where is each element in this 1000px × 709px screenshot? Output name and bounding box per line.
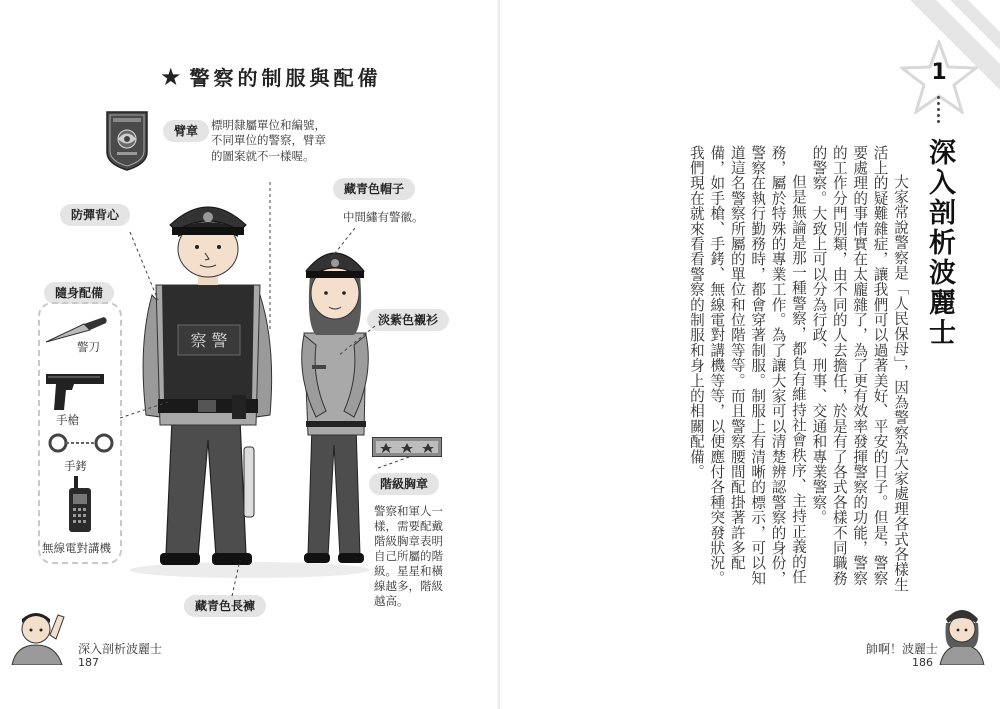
armband-label: 臂章 [163, 120, 209, 142]
vest-label: 防彈背心 [60, 204, 130, 226]
arm-patch-icon [103, 108, 151, 172]
paragraph: 大家常說警察是「人民保母」，因為警察為大家處理各式各樣生活上的疑難雜症，讓我們可以過著美好、平安的日子。但是，警察要處理的事情實在太龐雜了，為了更有效率發揮警察的功能，警察的工作分門別類，由不同的人去擔任，於是有了各式各樣不同職務的警察。大致上可以分為行政、刑事、交通和專業警察。 [810, 145, 909, 593]
handgun-icon [44, 370, 108, 412]
chapter-title: 深入剖析波麗士 [924, 138, 955, 348]
rank-note: 警察和軍人一 樣，需要配戴 階級胸章表明 自己所屬的階 級。星星和橫 線越多，階級 越高。 [374, 504, 443, 608]
page-number: 187 [78, 656, 99, 669]
handcuffs-icon [46, 432, 116, 454]
paragraph: 但是無論是那一種警察，都負有維持社會秩序、主持正義的任務，屬於特殊的專業工作。為了讓大家可以清楚辨認警察的身份，警察在執行勤務時，都會穿著制服。制服上有清晰的標示，可以知道這名警察所屬的單位和位階等等。而且警察腰間配掛著許多配備，如手槍、手銬、無線電對講機等等，以便應付各種突發狀況。我們現在就來看看警察的制服和身上的相關配備。 [687, 145, 807, 586]
page-title: 警察的制服與配備 [189, 66, 382, 90]
footer-title: 深入剖析波麗士 [78, 642, 163, 656]
illustration-title [160, 62, 382, 91]
footer-policewoman-icon [936, 603, 988, 665]
cap-label: 藏青色帽子 [333, 178, 415, 200]
equipment-item-gun: 手槍 [56, 413, 79, 427]
equipment-item-radio: 無線電對講機 [42, 541, 111, 555]
equipment-item-handcuffs: 手銬 [64, 459, 87, 473]
trousers-label: 藏青色長褲 [184, 595, 266, 617]
footer-title: 帥啊！波麗士 [866, 642, 939, 656]
equipment-item-knife: 警刀 [77, 340, 100, 354]
armband-note: 標明隸屬單位和編號， 不同單位的警察，臂章 的圖案就不一樣喔。 [211, 118, 326, 163]
footer-officer-icon [6, 605, 68, 665]
shirt-label: 淡紫色襯衫 [367, 309, 449, 331]
police-officers-illustration [120, 185, 380, 585]
rank-badge-icon [372, 437, 442, 457]
equipment-label: 隨身配備 [44, 282, 114, 304]
vest-text: 察 警 [190, 331, 228, 350]
star-icon: ★ [160, 62, 182, 91]
radio-icon [66, 476, 94, 534]
chapter-dots [937, 96, 941, 123]
chapter-number: 1 [931, 60, 947, 85]
page-number: 186 [912, 656, 933, 669]
body-text [610, 145, 910, 595]
cap-note: 中間繡有警徽。 [343, 210, 424, 224]
right-page [500, 0, 1000, 709]
rank-badge-label: 階級胸章 [369, 473, 439, 495]
